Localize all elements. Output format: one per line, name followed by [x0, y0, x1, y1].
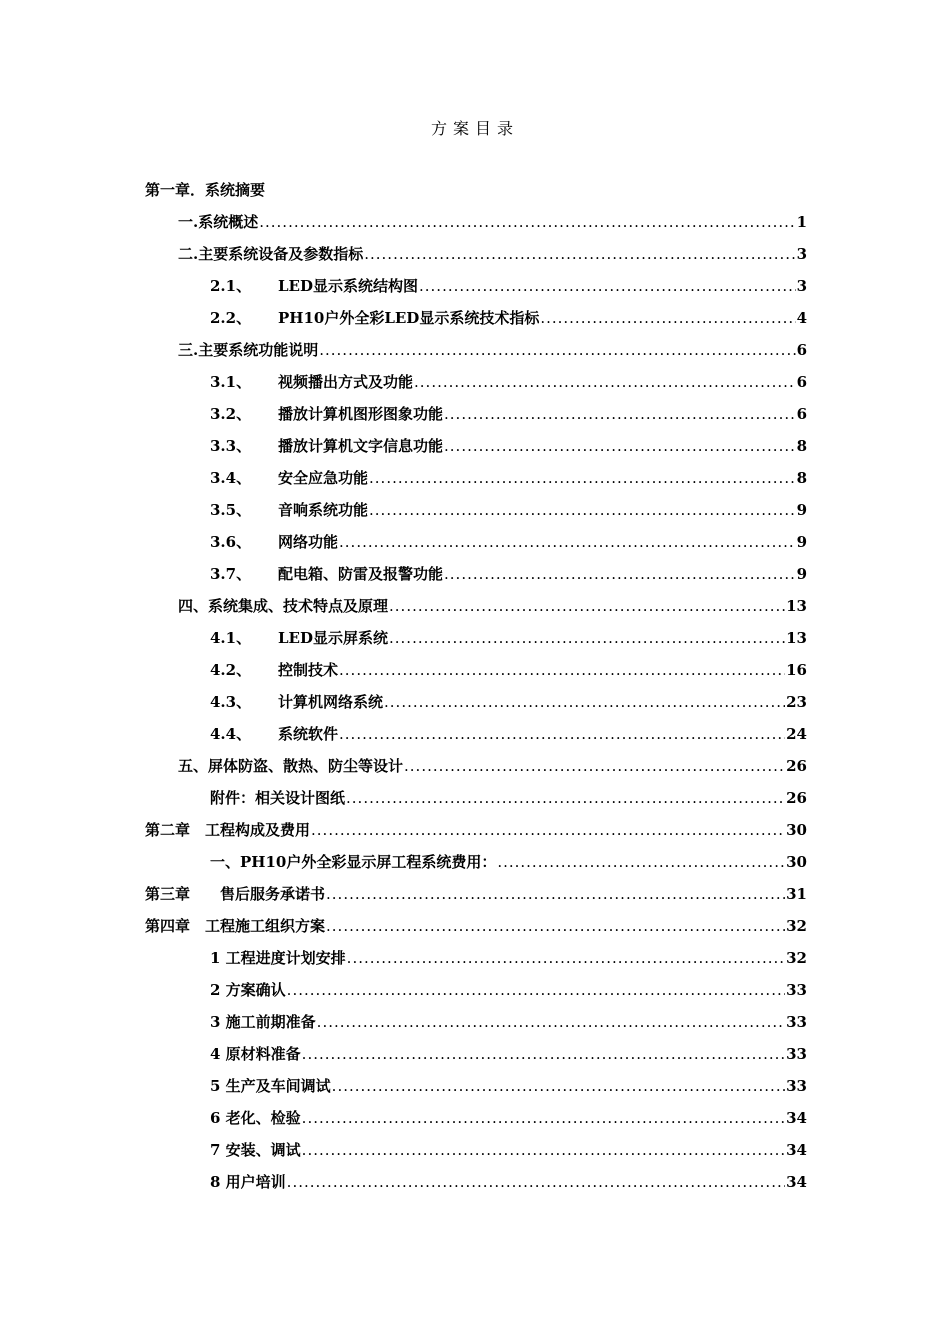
- toc-entry[interactable]: [210, 368, 807, 392]
- toc-entry-title: 四、系统集成、技术特点及原理: [178, 597, 389, 615]
- dot-leader: [339, 660, 785, 680]
- toc-entry[interactable]: [210, 1168, 807, 1192]
- dot-leader: [302, 1044, 785, 1064]
- toc-entry-page: 33: [786, 981, 807, 999]
- dot-leader: [369, 468, 796, 488]
- page-title: 方案目录: [430, 119, 519, 138]
- dot-leader: [444, 564, 796, 584]
- toc-entry-number: 3.1、: [210, 373, 252, 391]
- toc-entry-page: 8: [796, 469, 807, 487]
- toc-entry-title: 控制技术: [278, 661, 339, 679]
- toc-entry-page: 6: [796, 341, 807, 359]
- toc-entry-number: 3.5、: [210, 501, 252, 519]
- toc-entry-title: 五、屏体防盗、散热、防尘等设计: [178, 757, 404, 775]
- toc-entry-page: 1: [796, 213, 807, 231]
- toc-entry-page: 9: [796, 501, 807, 519]
- toc-entry-title: 二.主要系统设备及参数指标: [178, 245, 364, 263]
- dot-leader: [287, 980, 785, 1000]
- toc-entry[interactable]: [210, 656, 807, 680]
- toc-entry-title: 附件：相关设计图纸: [210, 789, 346, 807]
- toc-entry[interactable]: [145, 816, 807, 840]
- toc-entry[interactable]: [210, 1072, 807, 1096]
- toc-entry-title: LED显示屏系统: [278, 629, 388, 647]
- dot-leader: [497, 852, 785, 872]
- toc-entry-page: 6: [796, 405, 807, 423]
- toc-entry-title: 一.系统概述: [178, 213, 259, 231]
- toc-entry[interactable]: [145, 912, 807, 936]
- toc-entry-page: 24: [786, 725, 807, 743]
- toc-entry-page: 23: [786, 693, 807, 711]
- dot-leader: [339, 532, 796, 552]
- toc-entry-title: 播放计算机文字信息功能: [278, 437, 444, 455]
- dot-leader: [326, 916, 785, 936]
- dot-leader: [347, 948, 785, 968]
- toc-entry[interactable]: [210, 784, 807, 808]
- dot-leader: [346, 788, 785, 808]
- toc-entry-title: 7 安装、调试: [210, 1141, 301, 1159]
- toc-entry-number: 4.2、: [210, 661, 252, 679]
- toc-entry-number: 4.1、: [210, 629, 252, 647]
- toc-entry-title: 4 原材料准备: [210, 1045, 301, 1063]
- toc-entry-page: 32: [786, 917, 807, 935]
- toc-entry-title: 一、PH10户外全彩显示屏工程系统费用：: [210, 853, 497, 871]
- toc-entry[interactable]: [178, 208, 807, 232]
- toc-entry[interactable]: [145, 880, 807, 904]
- toc-entry-title: 第三章 售后服务承诺书: [145, 885, 326, 903]
- dot-leader: [414, 372, 796, 392]
- toc-entry[interactable]: [178, 752, 807, 776]
- toc-entry-number: 3.2、: [210, 405, 252, 423]
- toc-entry-title: PH10户外全彩LED显示系统技术指标: [278, 309, 540, 327]
- toc-entry-title: 配电箱、防雷及报警功能: [278, 565, 444, 583]
- toc-entry-page: 33: [786, 1045, 807, 1063]
- dot-leader: [419, 276, 796, 296]
- toc-entry-title: 第四章 工程施工组织方案: [145, 917, 326, 935]
- toc-entry-page: 9: [796, 533, 807, 551]
- toc-entry-page: 34: [786, 1141, 807, 1159]
- toc-entry-title: 3 施工前期准备: [210, 1013, 316, 1031]
- chapter-heading: 第一章．系统摘要: [145, 181, 266, 199]
- toc-entry-page: 31: [786, 885, 807, 903]
- toc-entry-title: 6 老化、检验: [210, 1109, 301, 1127]
- dot-leader: [389, 628, 785, 648]
- toc-entry-page: 4: [796, 309, 807, 327]
- toc-entry-number: 2.1、: [210, 277, 252, 295]
- toc-entry[interactable]: [210, 304, 807, 328]
- dot-leader: [364, 244, 795, 264]
- toc-entry-page: 30: [786, 853, 807, 871]
- toc-entry[interactable]: [178, 336, 807, 360]
- dot-leader: [444, 436, 796, 456]
- toc-entry[interactable]: [178, 592, 807, 616]
- toc-entry-number: 3.7、: [210, 565, 252, 583]
- toc-entry-page: 26: [786, 789, 807, 807]
- toc-entry-page: 33: [786, 1013, 807, 1031]
- toc-entry-title: 视频播出方式及功能: [278, 373, 414, 391]
- toc-entry[interactable]: [178, 240, 807, 264]
- toc-entry[interactable]: [210, 400, 807, 424]
- toc-entry-page: 8: [796, 437, 807, 455]
- toc-entry[interactable]: [210, 1136, 807, 1160]
- dot-leader: [444, 404, 796, 424]
- toc-entry[interactable]: [210, 688, 807, 712]
- toc-entry-page: 9: [796, 565, 807, 583]
- toc-entry[interactable]: [210, 976, 807, 1000]
- toc-entry-page: 13: [786, 597, 807, 615]
- toc-entry-title: 8 用户培训: [210, 1173, 286, 1191]
- dot-leader: [302, 1140, 785, 1160]
- dot-leader: [311, 820, 785, 840]
- toc-entry-number: 3.3、: [210, 437, 252, 455]
- toc-entry-number: 4.4、: [210, 725, 252, 743]
- toc-entry-title: 系统软件: [278, 725, 339, 743]
- toc-entry-title: 安全应急功能: [278, 469, 369, 487]
- toc-entry-title: 计算机网络系统: [278, 693, 384, 711]
- toc-entry-title: 2 方案确认: [210, 981, 286, 999]
- toc-entry[interactable]: [210, 560, 807, 584]
- toc-entry-title: 三.主要系统功能说明: [178, 341, 319, 359]
- toc-entry-title: 5 生产及车间调试: [210, 1077, 331, 1095]
- toc-entry-page: 34: [786, 1109, 807, 1127]
- toc-entry-number: 2.2、: [210, 309, 252, 327]
- toc-entry[interactable]: [210, 432, 807, 456]
- toc-entry-number: 3.4、: [210, 469, 252, 487]
- toc-entry-page: 16: [786, 661, 807, 679]
- dot-leader: [287, 1172, 785, 1192]
- toc-entry[interactable]: [210, 1104, 807, 1128]
- dot-leader: [302, 1108, 785, 1128]
- dot-leader: [540, 308, 795, 328]
- toc-entry-title: 播放计算机图形图象功能: [278, 405, 444, 423]
- dot-leader: [326, 884, 785, 904]
- toc-entry[interactable]: [210, 528, 807, 552]
- dot-leader: [339, 724, 785, 744]
- toc-entry-page: 13: [786, 629, 807, 647]
- toc-entry[interactable]: [210, 464, 807, 488]
- toc-entry[interactable]: [210, 848, 807, 872]
- toc-entry-page: 33: [786, 1077, 807, 1095]
- dot-leader: [332, 1076, 785, 1096]
- toc-entry-page: 3: [796, 277, 807, 295]
- dot-leader: [389, 596, 785, 616]
- toc-entry-title: LED显示系统结构图: [278, 277, 418, 295]
- toc-entry-title: 网络功能: [278, 533, 339, 551]
- toc-entry[interactable]: [210, 496, 807, 520]
- toc-entry-page: 34: [786, 1173, 807, 1191]
- toc-entry[interactable]: [210, 1040, 807, 1064]
- toc-entry[interactable]: [210, 720, 807, 744]
- toc-entry-title: 音响系统功能: [278, 501, 369, 519]
- toc-entry-title: 第二章 工程构成及费用: [145, 821, 311, 839]
- toc-entry-page: 30: [786, 821, 807, 839]
- toc-entry-number: 3.6、: [210, 533, 252, 551]
- toc-entry-page: 26: [786, 757, 807, 775]
- toc-entry[interactable]: [210, 624, 807, 648]
- toc-entry-page: 6: [796, 373, 807, 391]
- toc-entry[interactable]: [210, 272, 807, 296]
- toc-entry[interactable]: [210, 1008, 807, 1032]
- dot-leader: [369, 500, 796, 520]
- toc-entry-page: 32: [786, 949, 807, 967]
- dot-leader: [384, 692, 785, 712]
- toc-entry-title: 1 工程进度计划安排: [210, 949, 346, 967]
- dot-leader: [259, 212, 795, 232]
- toc-entry-number: 4.3、: [210, 693, 252, 711]
- toc-entry[interactable]: [210, 944, 807, 968]
- dot-leader: [319, 340, 795, 360]
- dot-leader: [317, 1012, 785, 1032]
- toc-entry-page: 3: [796, 245, 807, 263]
- dot-leader: [404, 756, 785, 776]
